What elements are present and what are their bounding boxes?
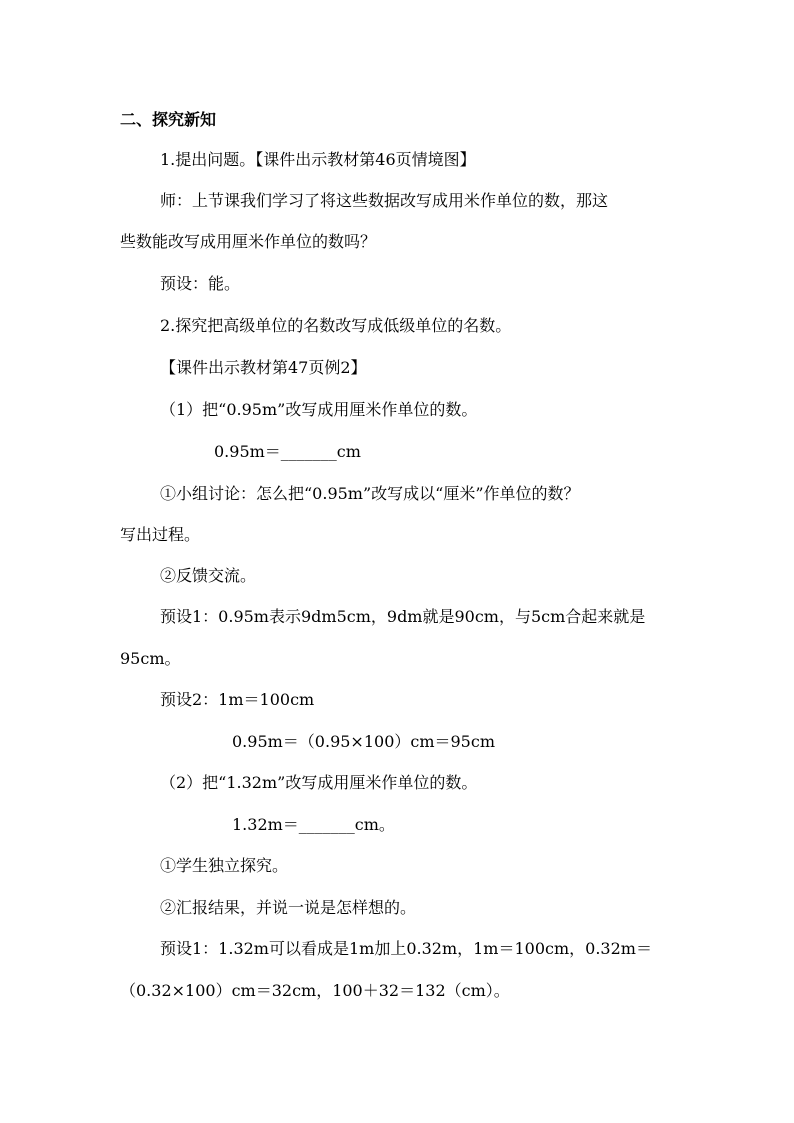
paragraph-line-3: 些数能改写成用厘米作单位的数吗？ xyxy=(120,232,377,251)
paragraph-line-8: 0.95m＝_______cm xyxy=(214,442,361,461)
paragraph-line-6: 【课件出示教材第47页例2】 xyxy=(160,358,367,377)
paragraph-line-16: （2）把“1.32m”改写成用厘米作单位的数。 xyxy=(160,773,478,792)
paragraph-line-9: ①小组讨论：怎么把“0.95m”改写成以“厘米”作单位的数？ xyxy=(160,484,580,503)
paragraph-line-14: 预设2：1m＝100cm xyxy=(160,690,315,709)
paragraph-line-1: 1.提出问题。【课件出示教材第46页情境图】 xyxy=(160,150,476,169)
paragraph-line-15: 0.95m＝（0.95×100）cm＝95cm xyxy=(232,732,495,751)
section-heading: 二、探究新知 xyxy=(120,110,217,129)
paragraph-line-5: 2.探究把高级单位的名数改写成低级单位的名数。 xyxy=(160,316,512,335)
paragraph-line-17: 1.32m＝_______cm。 xyxy=(232,815,395,834)
paragraph-line-10: 写出过程。 xyxy=(120,525,201,544)
paragraph-line-12: 预设1：0.95m表示9dm5cm，9dm就是90cm，与5cm合起来就是 xyxy=(160,607,646,626)
paragraph-line-20: 预设1：1.32m可以看成是1m加上0.32m，1m＝100cm，0.32m＝ xyxy=(160,939,652,958)
paragraph-line-21: （0.32×100）cm＝32cm，100＋32＝132（cm）。 xyxy=(120,981,510,1000)
paragraph-line-7: （1）把“0.95m”改写成用厘米作单位的数。 xyxy=(160,400,478,419)
paragraph-line-18: ①学生独立探究。 xyxy=(160,856,289,875)
paragraph-line-19: ②汇报结果，并说一说是怎样想的。 xyxy=(160,898,417,917)
paragraph-line-11: ②反馈交流。 xyxy=(160,566,257,585)
paragraph-line-2: 师：上节课我们学习了将这些数据改写成用米作单位的数，那这 xyxy=(160,191,609,210)
paragraph-line-13: 95cm。 xyxy=(120,649,181,668)
paragraph-line-4: 预设：能。 xyxy=(160,274,241,293)
